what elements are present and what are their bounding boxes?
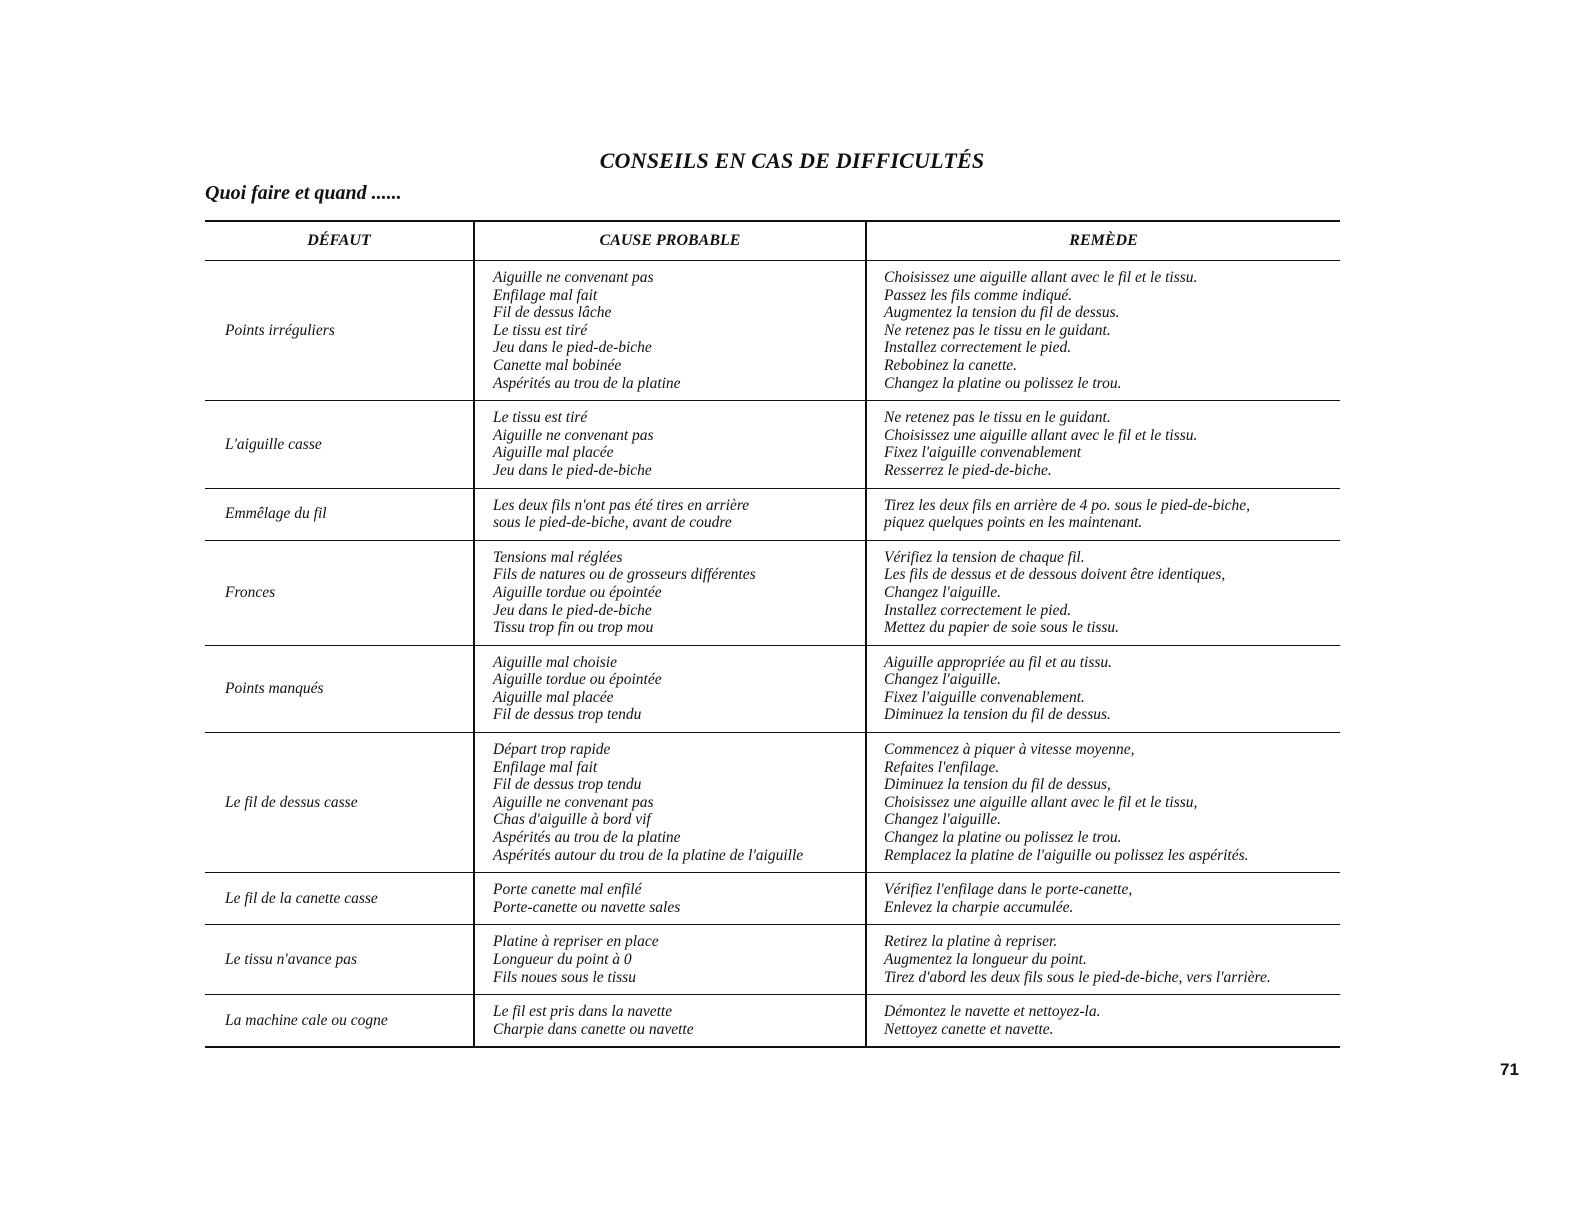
remedy-line: piquez quelques points en les maintenant. [884, 514, 1143, 532]
cause-cell [473, 925, 865, 994]
remedy-line: Nettoyez canette et navette. [884, 1020, 1054, 1038]
cause-line: sous le pied-de-biche, avant de coudre [493, 514, 732, 532]
cause-line: Fil de dessus lâche [493, 304, 612, 322]
cause-cell [473, 646, 865, 732]
remedy-line: Vérifiez la tension de chaque fil. [884, 548, 1085, 566]
table-row [205, 489, 1340, 541]
cause-cell [473, 401, 865, 487]
remedy-line: Ne retenez pas le tissu en le guidant. [884, 409, 1111, 427]
cause-line: Jeu dans le pied-de-biche [493, 461, 652, 479]
remedy-line: Changez l'aiguille. [884, 583, 1001, 601]
remedy-cell [865, 261, 1340, 400]
cause-line: Aiguille mal placée [493, 444, 614, 462]
cause-line: Enfilage mal fait [493, 286, 598, 304]
remedy-line: Augmentez la tension du fil de dessus. [884, 304, 1120, 322]
remedy-line: Mettez du papier de soie sous le tissu. [884, 619, 1120, 637]
remedy-line: Changez la platine ou polissez le trou. [884, 829, 1122, 847]
remedy-line: Changez l'aiguille. [884, 671, 1001, 689]
remedy-line: Tirez d'abord les deux fils sous le pied-de-biche, vers l'arrière. [884, 968, 1271, 986]
table-row [205, 541, 1340, 646]
cause-line: Porte canette mal enfilé [493, 881, 642, 899]
cause-line: Enfilage mal fait [493, 758, 598, 776]
cause-line: Porte-canette ou navette sales [493, 898, 681, 916]
remedy-line: Ne retenez pas le tissu en le guidant. [884, 321, 1111, 339]
remedy-line: Rebobinez la canette. [884, 356, 1017, 374]
cause-line: Aiguille ne convenant pas [493, 426, 654, 444]
remedy-line: Changez la platine ou polissez le trou. [884, 374, 1122, 392]
table-body [205, 261, 1340, 1046]
table-row [205, 646, 1340, 733]
remedy-line: Installez correctement le pied. [884, 601, 1072, 619]
cause-line: Charpie dans canette ou navette [493, 1020, 694, 1038]
remedy-cell [865, 733, 1340, 872]
cause-line: Fil de dessus trop tendu [493, 706, 642, 724]
header-cause: CAUSE PROBABLE [473, 222, 865, 260]
page-subtitle: Quoi faire et quand ...... [205, 182, 402, 204]
table-row [205, 261, 1340, 401]
remedy-line: Enlevez la charpie accumulée. [884, 898, 1074, 916]
cause-line: Aspérités au trou de la platine [493, 374, 681, 392]
cause-cell [473, 261, 865, 400]
page-number: 71 [1500, 1060, 1519, 1079]
remedy-cell [865, 489, 1340, 540]
cause-line: Tensions mal réglées [493, 548, 623, 566]
defect-cell: Points manqués [225, 680, 324, 698]
remedy-line: Aiguille appropriée au fil et au tissu. [884, 653, 1113, 671]
remedy-line: Les fils de dessus et de dessous doivent être identiques, [884, 566, 1226, 584]
remedy-line: Choisissez une aiguille allant avec le fil et le tissu, [884, 793, 1198, 811]
table-row [205, 925, 1340, 995]
defect-cell: Le fil de la canette casse [225, 890, 378, 908]
page-title: CONSEILS EN CAS DE DIFFICULTÉS [599, 148, 985, 173]
table-row [205, 733, 1340, 873]
cause-cell [473, 733, 865, 872]
remedy-line: Remplacez la platine de l'aiguille ou polissez les aspérités. [884, 846, 1249, 864]
cause-line: Aspérités autour du trou de la platine de l'aiguille [493, 846, 804, 864]
remedy-cell [865, 925, 1340, 994]
cause-line: Le tissu est tiré [493, 321, 588, 339]
cause-line: Départ trop rapide [493, 741, 611, 759]
cause-line: Longueur du point à 0 [493, 951, 632, 968]
cause-line: Les deux fils n'ont pas été tires en arrière [493, 496, 750, 514]
cause-line: Le fil est pris dans la navette [493, 1003, 673, 1021]
cause-line: Aiguille tordue ou épointée [493, 583, 662, 601]
cause-line: Aiguille tordue ou épointée [493, 671, 662, 689]
remedy-line: Retirez la platine à repriser. [884, 933, 1058, 951]
remedy-line: Tirez les deux fils en arrière de 4 po. sous le pied-de-biche, [884, 496, 1251, 514]
cause-line: Fil de dessus trop tendu [493, 776, 642, 794]
remedy-line: Choisissez une aiguille allant avec le fil et le tissu. [884, 426, 1198, 444]
remedy-line: Resserrez le pied-de-biche. [884, 461, 1052, 479]
cause-cell [473, 873, 865, 924]
cause-line: Canette mal bobinée [493, 356, 622, 374]
cause-line: Chas d'aiguille à bord vif [493, 811, 651, 829]
defect-cell: Le tissu n'avance pas [225, 951, 358, 968]
remedy-cell [865, 995, 1340, 1046]
cause-line: Aiguille mal placée [493, 688, 614, 706]
remedy-cell [865, 541, 1340, 645]
cause-line: Jeu dans le pied-de-biche [493, 601, 652, 619]
defect-cell: Le fil de dessus casse [225, 793, 358, 811]
remedy-cell [865, 873, 1340, 924]
cause-line: Aspérités au trou de la platine [493, 829, 681, 847]
cause-cell [473, 541, 865, 645]
table-row [205, 401, 1340, 488]
remedy-line: Installez correctement le pied. [884, 339, 1072, 357]
cause-line: Platine à repriser en place [493, 933, 659, 951]
cause-line: Fils de natures ou de grosseurs différentes [493, 566, 756, 584]
table-header-row [205, 222, 1340, 261]
cause-cell [473, 489, 865, 540]
header-remedy: REMÈDE [865, 222, 1340, 260]
remedy-line: Commencez à piquer à vitesse moyenne, [884, 741, 1135, 759]
remedy-line: Fixez l'aiguille convenablement [884, 444, 1081, 462]
cause-line: Aiguille ne convenant pas [493, 269, 654, 286]
remedy-line: Choisissez une aiguille allant avec le fil et le tissu. [884, 269, 1198, 286]
remedy-line: Changez l'aiguille. [884, 811, 1001, 829]
remedy-cell [865, 401, 1340, 487]
remedy-line: Diminuez la tension du fil de dessus. [884, 706, 1111, 724]
cause-line: Aiguille mal choisie [493, 653, 617, 671]
defect-cell: Fronces [225, 583, 276, 601]
defect-cell: L'aiguille casse [225, 435, 322, 453]
defect-cell: Points irréguliers [225, 321, 335, 339]
troubleshooting-table [205, 220, 1340, 1048]
remedy-line: Passez les fils comme indiqué. [884, 286, 1073, 304]
remedy-line: Diminuez la tension du fil de dessus, [884, 776, 1111, 794]
cause-line: Tissu trop fin ou trop mou [493, 619, 654, 637]
defect-cell: La machine cale ou cogne [225, 1011, 388, 1029]
remedy-line: Augmentez la longueur du point. [884, 951, 1087, 968]
header-defect: DÉFAUT [307, 232, 371, 250]
remedy-cell [865, 646, 1340, 732]
cause-line: Jeu dans le pied-de-biche [493, 339, 652, 357]
table-row [205, 995, 1340, 1046]
remedy-line: Vérifiez l'enfilage dans le porte-canette, [884, 881, 1133, 899]
cause-line: Fils noues sous le tissu [493, 968, 636, 986]
cause-cell [473, 995, 865, 1046]
cause-line: Aiguille ne convenant pas [493, 793, 654, 811]
defect-cell: Emmêlage du fil [225, 505, 327, 523]
remedy-line: Fixez l'aiguille convenablement. [884, 688, 1085, 706]
table-row [205, 873, 1340, 925]
remedy-line: Démontez le navette et nettoyez-la. [884, 1003, 1101, 1021]
cause-line: Le tissu est tiré [493, 409, 588, 427]
remedy-line: Refaites l'enfilage. [884, 758, 1000, 776]
